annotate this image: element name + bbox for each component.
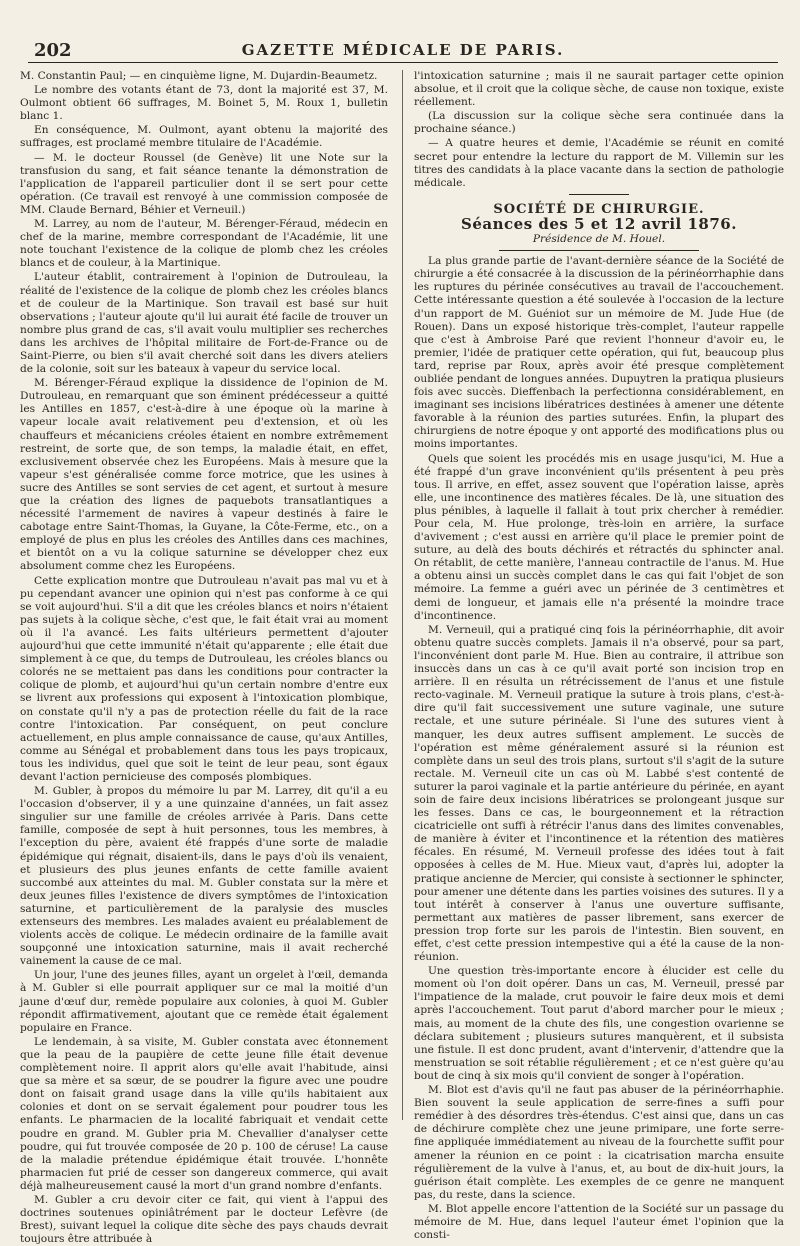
paragraph: — M. le docteur Roussel (de Genève) lit une Note sur la transfusion du sang, et fait séance tenante la démonstration de l'application de l'appareil particulier dont il se sert pour cette opération. (Ce travail est renvoyé à une commission composée de MM. Claude Bernard, Béhier et Verneuil.) bbox=[20, 151, 388, 216]
column-divider bbox=[402, 70, 403, 1120]
paragraph: M. Larrey, au nom de l'auteur, M. Bérenger-Féraud, médecin en chef de la marine, membre correspondant de l'Académie, lit une note touchant l'existence de la colique de plomb chez les créoles blancs et de couleur, à la Martinique. bbox=[20, 218, 388, 270]
session-title: Séances des 5 et 12 avril 1876. bbox=[461, 214, 737, 233]
paragraph: l'intoxication saturnine ; mais il ne saurait partager cette opinion absolue, et il croit que la colique sèche, de cause non toxique, existe réellement. bbox=[414, 70, 784, 109]
page-header bbox=[28, 38, 778, 63]
paragraph: M. Blot est d'avis qu'il ne faut pas abuser de la périnéorrhaphie. Bien souvent la seule application de serre-fines a suffi pour remédier à des désordres très-étendus. C'est ainsi que, dans un cas de déchirure complète chez une jeune primipare, une forte serre-fine appliquée immédiatement au niveau de la fourchette suffit pour amener la réunion en ce point : la cicatrisation marcha ensuite régulièrement de la vulve à l'anus, et, au bout de dix-huit jours, la guérison était complète. Les exemples de ce genre ne manquent pas, du reste, dans la science. bbox=[414, 1084, 784, 1201]
paragraph: En conséquence, M. Oulmont, ayant obtenu la majorité des suffrages, est proclamé membre titulaire de l'Académie. bbox=[20, 124, 388, 150]
paragraph: L'auteur établit, contrairement à l'opinion de Dutrouleau, la réalité de l'existence de la colique de plomb chez les créoles blancs et de couleur de la Martinique. Son travail est basé sur huit observations ; l'auteur ajoute qu'il lui aurait été facile de trouver un nombre plus grand de cas, s'il avait voulu multiplier ses recherches dans les archives de l'hôpital militaire de Fort-de-France ou de Saint-Pierre, ou bien s'il avait cherché soit dans les divers ateliers de la colonie, soit sur les bateaux à vapeur du service local. bbox=[20, 271, 388, 376]
presidence-line: Présidence de M. Houel. bbox=[532, 233, 666, 246]
paragraph: M. Blot appelle encore l'attention de la Société sur un passage du mémoire de M. Hue, dans lequel l'auteur émet l'opinion que la consti- bbox=[414, 1202, 784, 1242]
paragraph: (La discussion sur la colique sèche sera continuée dans la prochaine séance.) bbox=[414, 110, 784, 136]
paragraph: M. Verneuil, qui a pratiqué cinq fois la périnéorrhaphie, dit avoir obtenu quatre succès complets. Jamais il n'a observé, pour sa part, l'inconvénient dont parle M. Hue. Bien au contraire, il attribue son insuccès dans un cas à ce qu'il avait porté son incision trop en arrière. Il en résulta un rétrécissement de l'anus et une fistule recto-vaginale. M. Verneuil pratique la suture à trois plans, c'est-à-dire qu'il fait successivement une suture vaginale, une suture rectale, et une suture périnéale. Si l'une des sutures vient à manquer, les deux autres suffisent amplement. Le succès de l'opération est même généralement assuré si la réunion est complète dans un seul des trois plans, surtout s'il s'agit de la suture rectale. M. Verneuil cite un cas où M. Labbé s'est contenté de suturer la paroi vaginale et la partie antérieure du périnée, en ayant soin de faire deux incisions libératrices se prolongeant jusque sur les fesses. Dans ce cas, le bourgeonnement et la rétraction cicatricielle ont suffi à rétrécir l'anus dans des limites convenables, de manière à éviter et l'incontinence et la rétention des matières fécales. En résumé, M. Verneuil professe des idées tout à fait opposées à celles de M. Hue. Mieux vaut, d'après lui, adopter la pratique ancienne de Mercier, qui consiste à sectionner le sphincter, pour amener une détente dans les parties voisines des sutures. Il y a tout intérêt à conserver à l'anus une ouverture suffisante, permettant aux matières de passer librement, sans exercer de pression trop forte sur les parois de l'intestin. Bien souvent, en effet, c'est cette pression intempestive qui a été la cause de la non-réunion. bbox=[414, 623, 784, 964]
paragraph: M. Gubler, à propos du mémoire lu par M. Larrey, dit qu'il a eu l'occasion d'observer, il y a une quinzaine d'années, un fait assez singulier sur une famille de créoles arrivée à Paris. Dans cette famille, composée de sept à huit personnes, tous les membres, à l'exception du père, avaient été frappés d'une sorte de maladie épidémique qui régnait, disaient-ils, dans le pays d'où ils venaient, et plusieurs des plus jeunes enfants de cette famille avaient succombé aux atteintes du mal. M. Gubler constata sur la mère et deux jeunes filles l'existence de divers symptômes de l'intoxication saturnine, et particulièrement de la paralysie des muscles extenseurs des membres. Les malades avaient eu préalablement de violents accès de colique. Le médecin ordinaire de la famille avait soupçonné une intoxication saturnine, mais il avait recherché vainement la cause de ce mal. bbox=[20, 785, 388, 968]
left-column bbox=[20, 70, 388, 1246]
paragraph: Le nombre des votants étant de 73, dont la majorité est 37, M. Oulmont obtient 66 suffrages, M. Boinet 5, M. Roux 1, bulletin blanc 1. bbox=[20, 84, 388, 123]
paragraph: M. Gubler a cru devoir citer ce fait, qui vient à l'appui des doctrines soutenues opiniâtrément par le docteur Lefèvre (de Brest), suivant lequel la colique dite sèche des pays chauds devrait toujours être attribuée à bbox=[20, 1193, 388, 1246]
section-separator bbox=[569, 194, 629, 195]
paragraph: Quels que soient les procédés mis en usage jusqu'ici, M. Hue a été frappé d'un grave inconvénient qu'ils présentent à peu près tous. Il arrive, en effet, assez souvent que l'opération laisse, après elle, une incontinence des matières fécales. De là, une situation des plus pénibles, à laquelle il fallait à tout prix chercher à remédier. Pour cela, M. Hue prolonge, très-loin en arrière, la surface d'avivement ; c'est aussi en arrière qu'il place le premier point de suture, au delà des bouts déchirés et rétractés du sphincter anal. On rétablit, de cette manière, l'anneau contractile de l'anus. M. Hue a obtenu ainsi un succès complet dans le cas qui fait l'objet de son mémoire. La femme a guéri avec un périnée de 3 centimètres et demi de longueur, et jamais elle n'a présenté la moindre trace d'incontinence. bbox=[414, 452, 784, 622]
society-title: SOCIÉTÉ DE CHIRURGIE. bbox=[493, 201, 705, 217]
paragraph: La plus grande partie de l'avant-dernière séance de la Société de chirurgie a été consacrée à la discussion de la périnéorrhaphie dans les ruptures du périnée consécutives au travail de l'accouchement. Cette intéressante question a été soulevée à l'occasion de la lecture d'un rapport de M. Guéniot sur un mémoire de M. Jude Hue (de Rouen). Dans un exposé historique très-complet, l'auteur rappelle que c'est à Ambroise Paré que revient l'honneur d'avoir eu, le premier, l'idée de pratiquer cette opération, qui fut, beaucoup plus tard, reprise par Roux, après avoir été presque complètement oubliée pendant de longues années. Dupuytren la pratiqua plusieurs fois avec succès. Dieffenbach la perfectionna considérablement, en imaginant ses incisions libératrices destinées à amener une détente favorable à la réunion des parties suturées. Enfin, la plupart des chirurgiens de notre époque y ont apporté des modifications plus ou moins importantes. bbox=[414, 255, 784, 451]
page-number: 202 bbox=[34, 40, 72, 61]
paragraph: M. Constantin Paul; — en cinquième ligne, M. Dujardin-Beaumetz. bbox=[20, 70, 378, 82]
paragraph: M. Bérenger-Féraud explique la dissidence de l'opinion de M. Dutrouleau, en remarquant que son éminent prédécesseur a quitté les Antilles en 1857, c'est-à-dire à une époque où la marine à vapeur locale avait relativement peu d'extension, et où les chauffeurs et mécaniciens créoles étaient en nombre extrêmement restreint, de sorte que, de son temps, la maladie était, en effet, exclusivement observée chez les Européens. Mais à mesure que la vapeur s'est généralisée comme force motrice, que les usines à sucre des Antilles se sont servies de cet agent, et surtout à mesure que la création des lignes de paquebots transatlantiques a nécessité l'armement de navires à vapeur destinés à faire le cabotage entre Saint-Thomas, la Guyane, la Côte-Ferme, etc., on a employé de plus en plus les créoles des Antilles dans ces machines, et bientôt on a vu la colique saturnine se développer chez eux absolument comme chez les Européens. bbox=[20, 377, 388, 573]
journal-title: GAZETTE MÉDICALE DE PARIS. bbox=[241, 41, 565, 59]
paragraph: Une question très-importante encore à élucider est celle du moment où l'on doit opérer. Dans un cas, M. Verneuil, pressé par l'impatience de la malade, crut pouvoir le faire deux mois et demi après l'accouchement. Tout parut d'abord marcher pour le mieux ; mais, au moment de la chute des fils, une congestion ovarienne se déclara subitement ; plusieurs sutures manquèrent, et il subsista une fistule. Il est donc prudent, avant d'intervenir, d'attendre que la menstruation se soit rétablie régulièrement ; et ce n'est guère qu'au bout de cinq à six mois qu'il convient de songer à l'opération. bbox=[414, 965, 784, 1082]
paragraph: Le lendemain, à sa visite, M. Gubler constata avec étonnement que la peau de la paupière de cette jeune fille était devenue complètement noire. Il apprit alors qu'elle avait l'habitude, ainsi que sa mère et sa sœur, de se poudrer la figure avec une poudre dont on faisait grand usage dans la ville qu'ils habitaient aux colonies et dont on se servait également pour poudrer tous les enfants. Le pharmacien de la localité fabriquait et vendait cette poudre en grand. M. Gubler pria M. Chevallier d'analyser cette poudre, qui fut trouvée composée de 20 p. 100 de céruse! La cause de la maladie prétendue épidémique était trouvée. L'honnête pharmacien fut prié de cesser son dangereux commerce, qui avait déjà malheureusement causé la mort d'un grand nombre d'enfants. bbox=[20, 1035, 388, 1192]
title-rule bbox=[499, 250, 699, 251]
right-column bbox=[414, 70, 784, 1242]
paragraph: Cette explication montre que Dutrouleau n'avait pas mal vu et à pu cependant avancer une opinion qui n'est pas conforme à ce qui se voit aujourd'hui. S'il a dit que les créoles blancs et noirs n'étaient pas sujets à la colique sèche, c'est que, le fait était vrai au moment où il l'a avancé. Les faits ultérieurs permettent d'ajouter aujourd'hui que cette immunité n'était qu'apparente ; elle était due simplement à ce que, du temps de Dutrouleau, les créoles blancs ou colorés ne se mettaient pas dans les conditions pour contracter la colique de plomb, et aujourd'hui qu'un certain nombre d'entre eux se livrent aux professions qui exposent à l'intoxication plombique, on constate qu'il n'y a pas de protection réelle du fait de la race contre l'intoxication. Par conséquent, on peut conclure actuellement, en plus ample connaissance de cause, qu'aux Antilles, comme au Sénégal et probablement dans tous les pays tropicaux, tous les individus, quel que soit le teint de leur peau, sont égaux devant l'action pernicieuse des composés plombiques. bbox=[20, 574, 388, 783]
paragraph: Un jour, l'une des jeunes filles, ayant un orgelet à l'œil, demanda à M. Gubler si elle pourrait appliquer sur ce mal la moitié d'un jaune d'œuf dur, remède populaire aux colonies, à quoi M. Gubler répondit affirmativement, ajoutant que ce remède était également populaire en France. bbox=[20, 969, 388, 1034]
paragraph: — A quatre heures et demie, l'Académie se réunit en comité secret pour entendre la lecture du rapport de M. Villemin sur les titres des candidats à la place vacante dans la section de pathologie médicale. bbox=[414, 137, 784, 189]
